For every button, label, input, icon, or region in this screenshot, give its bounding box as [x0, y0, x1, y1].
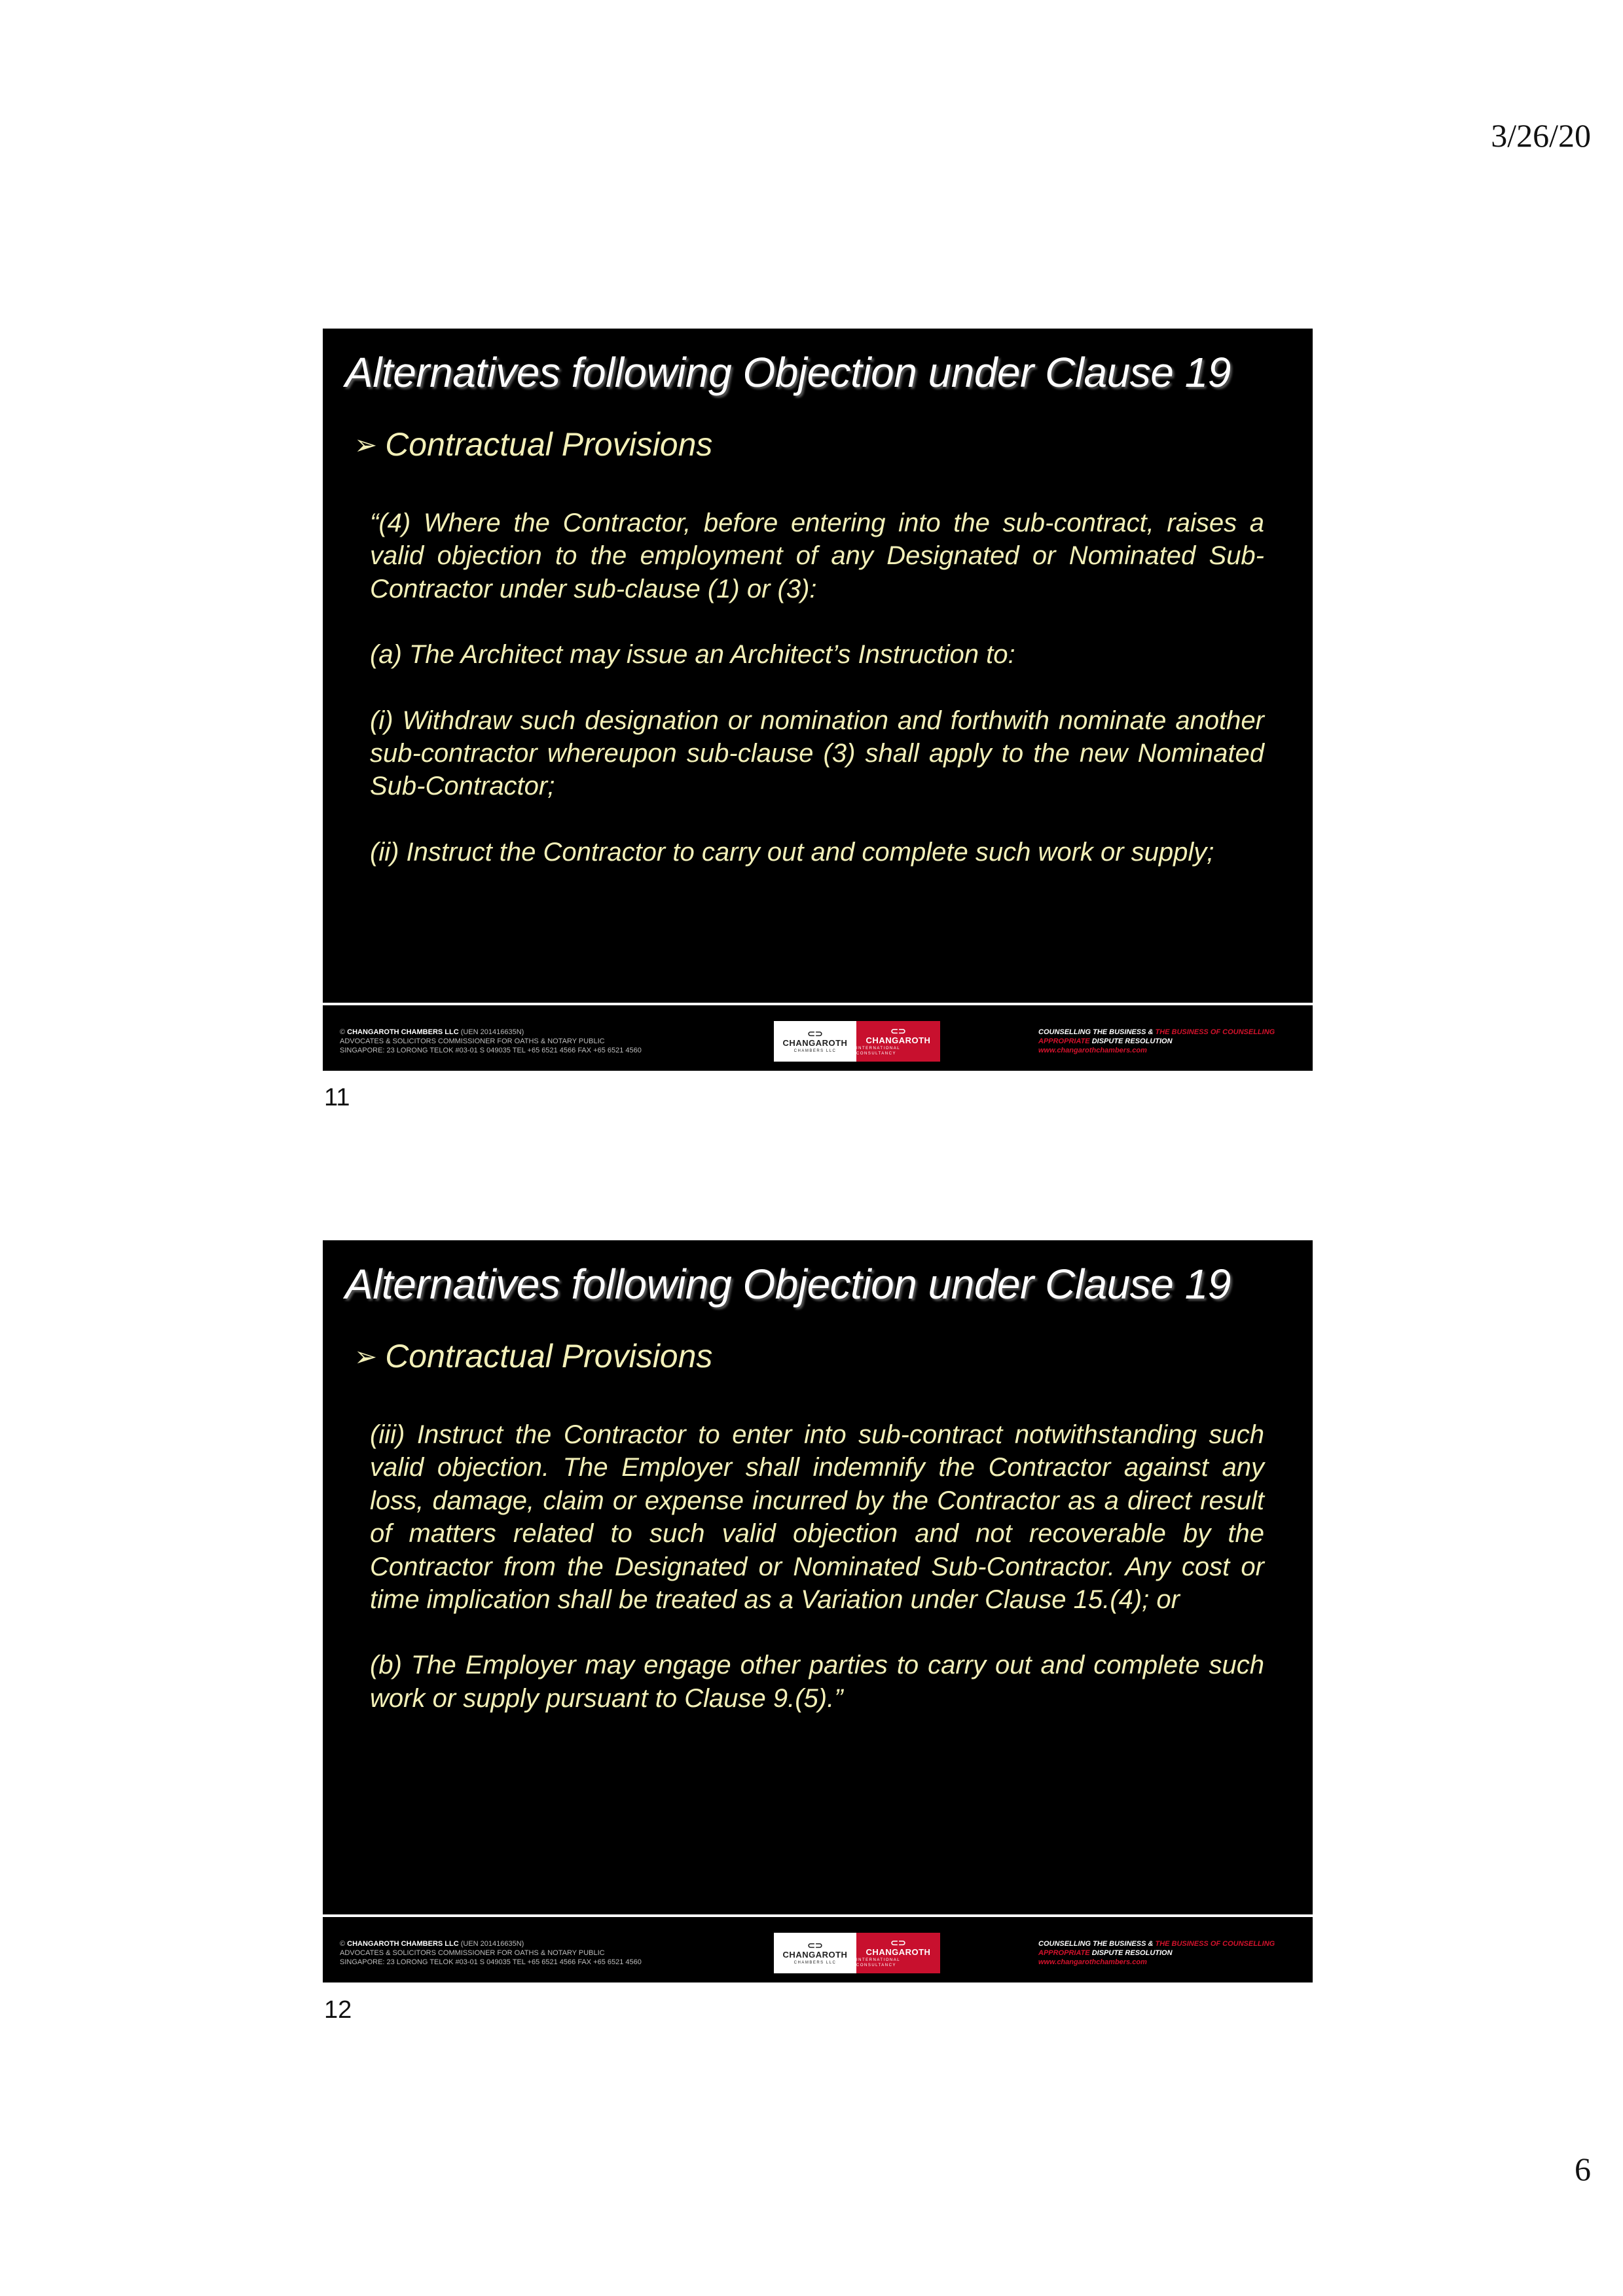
copyright-symbol: © — [340, 1028, 348, 1036]
firm-name: CHANGAROTH CHAMBERS LLC — [347, 1028, 459, 1036]
slide-paragraph: (b) The Employer may engage other parties to carry out and complete such work or supply pursuant to Clause 9.(5).” — [370, 1651, 1264, 1713]
logo-chambers — [774, 1021, 856, 1062]
slide-body — [370, 1418, 1264, 1715]
slide-subtitle-text: Contractual Provisions — [385, 426, 713, 463]
logo-mark-icon: ⊂⊃ — [890, 1937, 906, 1948]
logo-right-name: CHANGAROTH — [866, 1947, 931, 1957]
logo-mark-icon: ⊂⊃ — [807, 1940, 823, 1950]
slide-subtitle — [354, 425, 712, 463]
slide-paragraph: (ii) Instruct the Contractor to carry out and complete such work or supply; — [370, 837, 1214, 867]
firm-website: www.changarothchambers.com — [1038, 1958, 1147, 1966]
firm-uen: (UEN 201416635N) — [460, 1940, 524, 1948]
logo-consultancy — [856, 1933, 940, 1973]
logo-right-sub: INTERNATIONAL CONSULTANCY — [856, 1958, 900, 1967]
slide-number: 12 — [324, 1996, 352, 2024]
firm-address: SINGAPORE: 23 LORONG TELOK #03-01 S 049035 TEL +65 6521 4566 FAX +65 6521 4560 — [340, 1047, 642, 1054]
footer-divider — [323, 1914, 1313, 1917]
slide-title: Alternatives following Objection under Clause 19 — [345, 1261, 1231, 1308]
firm-logo — [774, 1021, 940, 1062]
firm-address: SINGAPORE: 23 LORONG TELOK #03-01 S 049035 TEL +65 6521 4566 FAX +65 6521 4560 — [340, 1958, 642, 1966]
firm-tagline — [1038, 1939, 1275, 1967]
slide-paragraph: (iii) Instruct the Contractor to enter into sub-contract notwithstanding such valid objection. The Employer shall indemnify the Contractor against any loss, damage, claim or expense incurred by the Contractor as a direct result of matters related to such valid objection and not recoverable by the Contractor from the Designated or Nominated Sub-Contractor. Any cost or time implication shall be treated as a Variation under Clause 15.(4); or — [370, 1420, 1264, 1615]
firm-name: CHANGAROTH CHAMBERS LLC — [347, 1940, 459, 1948]
logo-left-name: CHANGAROTH — [782, 1038, 848, 1048]
firm-uen: (UEN 201416635N) — [460, 1028, 524, 1036]
copyright-symbol: © — [340, 1940, 348, 1948]
tagline-1b: THE BUSINESS OF COUNSELLING — [1155, 1940, 1275, 1948]
slide-paragraph: (a) The Architect may issue an Architect’s Instruction to: — [370, 640, 1015, 670]
slide-11 — [323, 329, 1313, 1071]
slide-number: 11 — [324, 1084, 350, 1111]
tagline-2a: APPROPRIATE — [1038, 1949, 1092, 1957]
slide-body — [370, 507, 1264, 869]
logo-left-name: CHANGAROTH — [782, 1950, 848, 1960]
logo-left-sub: CHAMBERS LLC — [793, 1961, 837, 1965]
firm-info — [340, 1939, 642, 1967]
logo-chambers — [774, 1933, 856, 1973]
logo-right-name: CHANGAROTH — [866, 1035, 931, 1045]
tagline-2b: DISPUTE RESOLUTION — [1091, 1949, 1173, 1957]
slide-subtitle — [354, 1337, 712, 1375]
firm-line-2: ADVOCATES & SOLICITORS COMMISSIONER FOR OATHS & NOTARY PUBLIC — [340, 1037, 605, 1045]
firm-website: www.changarothchambers.com — [1038, 1047, 1147, 1054]
firm-tagline — [1038, 1028, 1275, 1055]
tagline-2b: DISPUTE RESOLUTION — [1091, 1037, 1173, 1045]
slide-subtitle-text: Contractual Provisions — [385, 1338, 713, 1374]
logo-mark-icon: ⊂⊃ — [807, 1028, 823, 1039]
page-date: 3/26/20 — [1491, 117, 1591, 154]
tagline-1b: THE BUSINESS OF COUNSELLING — [1155, 1028, 1275, 1036]
slide-12 — [323, 1240, 1313, 1982]
slide-paragraph: “(4) Where the Contractor, before entering into the sub-contract, raises a valid objection to the employment of any Designated or Nominated Sub-Contractor under sub-clause (1) or (3): — [370, 509, 1264, 603]
tagline-1a: COUNSELLING THE BUSINESS & — [1038, 1028, 1156, 1036]
page-number: 6 — [1575, 2151, 1591, 2187]
slide-footer — [323, 1009, 1313, 1071]
arrow-bullet-icon: ➢ — [354, 1340, 378, 1372]
slide-footer — [323, 1921, 1313, 1982]
logo-right-sub: INTERNATIONAL CONSULTANCY — [856, 1047, 900, 1056]
firm-line-2: ADVOCATES & SOLICITORS COMMISSIONER FOR OATHS & NOTARY PUBLIC — [340, 1949, 605, 1957]
tagline-2a: APPROPRIATE — [1038, 1037, 1092, 1045]
logo-consultancy — [856, 1021, 940, 1062]
arrow-bullet-icon: ➢ — [354, 429, 378, 460]
firm-info — [340, 1028, 642, 1055]
tagline-1a: COUNSELLING THE BUSINESS & — [1038, 1940, 1156, 1948]
firm-logo — [774, 1933, 940, 1973]
logo-mark-icon: ⊂⊃ — [890, 1026, 906, 1036]
slide-title: Alternatives following Objection under Clause 19 — [345, 349, 1231, 396]
logo-left-sub: CHAMBERS LLC — [793, 1049, 837, 1053]
slide-paragraph: (i) Withdraw such designation or nomination and forthwith nominate another sub-contractor whereupon sub-clause (3) shall apply to the new Nominated Sub-Contractor; — [370, 706, 1264, 801]
footer-divider — [323, 1003, 1313, 1005]
